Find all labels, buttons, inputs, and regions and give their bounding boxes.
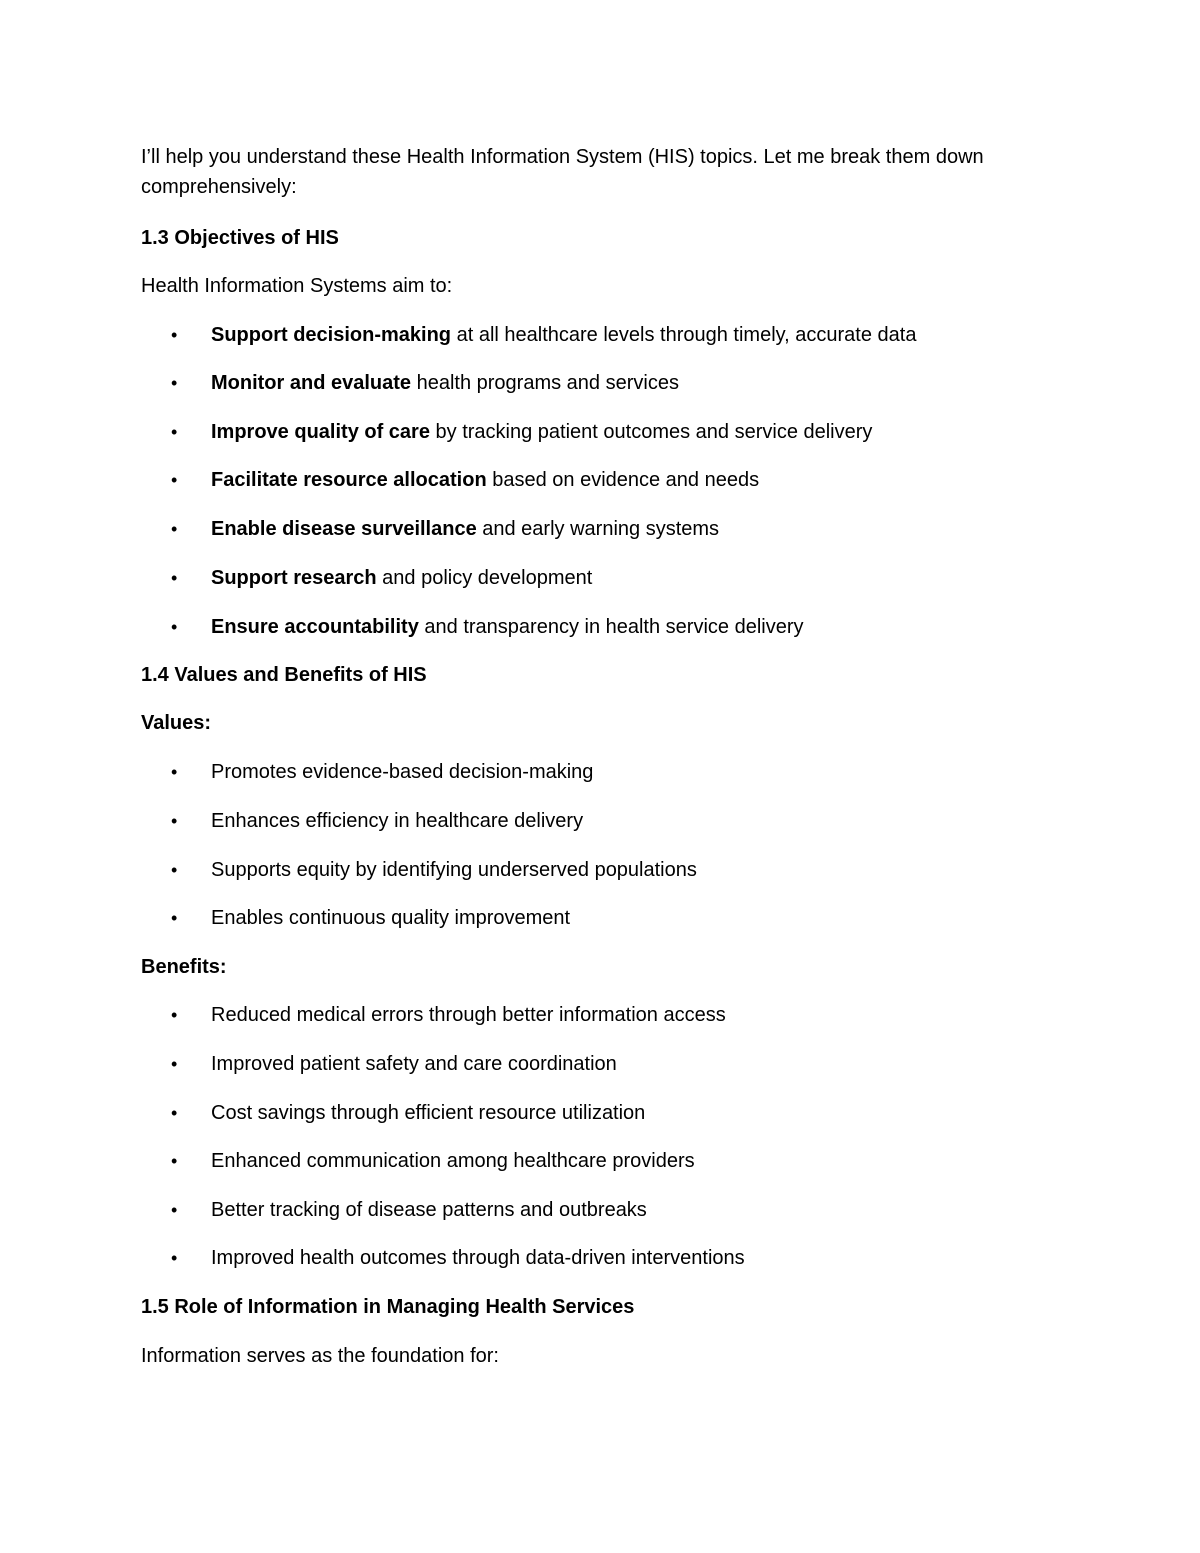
bullet-icon: • [171, 1248, 178, 1268]
bullet-icon: • [171, 1200, 178, 1220]
bullet-icon: • [171, 811, 178, 831]
bullet-icon: • [171, 1151, 178, 1171]
bullet-icon: • [171, 422, 178, 442]
bullet-icon: • [171, 908, 178, 928]
bullet-icon: • [171, 860, 178, 880]
bullet-icon: • [171, 1054, 178, 1074]
bullet-icon: • [171, 617, 178, 637]
bullet-icon: • [171, 762, 178, 782]
bullet-icon: • [171, 1103, 178, 1123]
role-lead: Information serves as the foundation for: [141, 1345, 499, 1367]
intro-paragraph: I’ll help you understand these Health Information System (HIS) topics. Let me break them down comprehensively: [141, 146, 984, 198]
bullet-icon: • [171, 470, 178, 490]
bullet-icon: • [171, 373, 178, 393]
values-label: Values: [141, 712, 212, 734]
benefits-label: Benefits: [141, 956, 227, 978]
section-heading-values-benefits: 1.4 Values and Benefits of HIS [141, 664, 427, 686]
section-heading-objectives: 1.3 Objectives of HIS [141, 227, 339, 249]
bullet-icon: • [171, 568, 178, 588]
bullet-icon: • [171, 1005, 178, 1025]
section-heading-role-of-information: 1.5 Role of Information in Managing Health Services [141, 1296, 635, 1318]
bullet-icon: • [171, 519, 178, 539]
document-page: I’ll help you understand these Health Information System (HIS) topics. Let me break them down comprehensively: 1.3 Objectives of HIS Health Information Systems aim to: • Support decision-making at all healthcare levels through timely, accurate data • Monitor and evaluate health programs and services • Improve quality of care by tracking patient outcomes and service delivery • Facilitate resource allocation based on evidence and needs • Enable disease surveillance and early warning systems • Support research and policy development • Ensure accountability and transparency in health service delivery 1.4 Values and Benefits of HIS Values: • Promotes evidence-based decision-making • Enhances efficiency in healthcare delivery • Supports equity by identifying underserved populations • Enables continuous quality improvement Benefits: • Reduced medical errors through better information access • Improved patient safety and care coordination • Cost savings through efficient resource utilization • Enhanced communication among healthcare providers • Better tracking of disease patterns and outbreaks • Improved health outcomes through data-driven interventions 1.5 Role of Information in Managing Health Services Information serves as the foundation for: [0, 0, 1200, 1553]
objectives-lead: Health Information Systems aim to: [141, 275, 453, 297]
bullet-icon: • [171, 325, 178, 345]
